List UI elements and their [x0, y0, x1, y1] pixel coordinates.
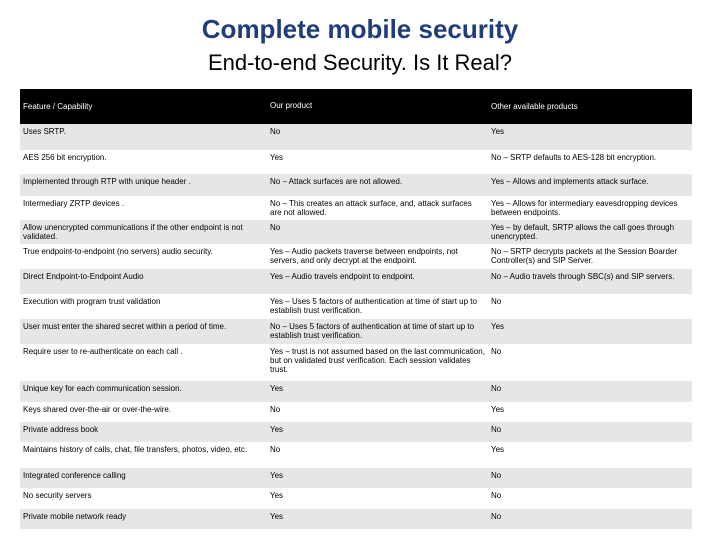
- table-row: [20, 468, 692, 488]
- other-products-cell: Yes: [491, 405, 505, 414]
- header-our-product: Our product: [270, 101, 313, 110]
- table-row: [20, 509, 692, 529]
- our-product-cell: Yes: [270, 471, 284, 480]
- table-row: [20, 150, 692, 174]
- our-product-cell: No: [270, 127, 281, 136]
- table-row: [20, 196, 692, 220]
- feature-cell: Direct Endpoint-to-Endpoint Audio: [23, 272, 144, 281]
- our-product-cell: Yes: [270, 384, 284, 393]
- feature-cell: Require user to re-authenticate on each call .: [23, 347, 183, 356]
- feature-cell: Integrated conference calling: [23, 471, 126, 480]
- table-row: [20, 174, 692, 196]
- our-product-cell: No – This creates an attack surface, and, attack surfaces are not allowed.: [270, 199, 472, 217]
- our-product-cell: No – Attack surfaces are not allowed.: [270, 177, 403, 186]
- other-products-cell: Yes – Allows and implements attack surface.: [491, 177, 649, 186]
- other-products-cell: Yes: [491, 445, 505, 454]
- feature-cell: Uses SRTP.: [23, 127, 66, 136]
- feature-cell: True endpoint-to-endpoint (no servers) audio security.: [23, 247, 213, 256]
- header-other-products: Other available products: [491, 102, 578, 111]
- slide-title: Complete mobile security: [201, 14, 519, 44]
- table-row: [20, 381, 692, 402]
- feature-cell: Private mobile network ready: [23, 512, 127, 521]
- table-row: [20, 488, 692, 509]
- other-products-cell: No: [491, 471, 502, 480]
- table-row: [20, 220, 692, 244]
- other-products-cell: Yes – Allows for intermediary eavesdropping devices between endpoints.: [491, 199, 678, 217]
- slide-subtitle: End-to-end Security. Is It Real?: [207, 50, 513, 75]
- our-product-cell: No – Uses 5 factors of authentication at time of start up to establish trust verification.: [270, 322, 475, 340]
- table-row: [20, 422, 692, 442]
- other-products-cell: No – SRTP defaults to AES-128 bit encryption.: [491, 153, 657, 162]
- other-products-cell: Yes: [491, 127, 505, 136]
- our-product-cell: Yes – Uses 5 factors of authentication at time of start up to establish trust verification.: [270, 297, 477, 315]
- table-row: [20, 294, 692, 319]
- feature-cell: AES 256 bit encryption.: [23, 153, 107, 162]
- other-products-cell: No: [491, 491, 502, 500]
- feature-cell: Intermediary ZRTP devices .: [23, 199, 125, 208]
- other-products-cell: No: [491, 425, 502, 434]
- other-products-cell: No: [491, 512, 502, 521]
- feature-cell: Keys shared over-the-air or over-the-wire.: [23, 405, 172, 414]
- our-product-cell: Yes – Audio travels endpoint to endpoint.: [270, 272, 415, 281]
- feature-cell: Execution with program trust validation: [23, 297, 161, 306]
- table-row: [20, 402, 692, 422]
- feature-cell: User must enter the shared secret within a period of time.: [23, 322, 227, 331]
- our-product-cell: Yes: [270, 491, 284, 500]
- table-row: [20, 244, 692, 269]
- other-products-cell: No: [491, 297, 502, 306]
- table-row: [20, 442, 692, 468]
- other-products-cell: Yes: [491, 322, 505, 331]
- our-product-cell: Yes – Audio packets traverse between endpoints, not servers, and only decrypt at the endpoint.: [270, 247, 458, 265]
- our-product-cell: Yes: [270, 425, 284, 434]
- our-product-cell: No: [270, 405, 281, 414]
- table-row: [20, 269, 692, 294]
- table-row: [20, 124, 692, 150]
- other-products-cell: No: [491, 384, 502, 393]
- our-product-cell: No: [270, 223, 281, 232]
- our-product-cell: Yes – trust is not assumed based on the last communication, but on validated trust verification. Each session validates trust.: [270, 347, 485, 374]
- our-product-cell: No: [270, 445, 281, 454]
- our-product-cell: Yes: [270, 512, 284, 521]
- other-products-cell: Yes – by default, SRTP allows the call goes through unencrypted.: [491, 223, 675, 241]
- table-row: [20, 344, 692, 381]
- feature-cell: No security servers: [23, 491, 92, 500]
- our-product-cell: Yes: [270, 153, 284, 162]
- other-products-cell: No: [491, 347, 502, 356]
- other-products-cell: No – Audio travels through SBC(s) and SIP servers.: [491, 272, 675, 281]
- header-feature: Feature / Capability: [23, 102, 93, 111]
- comparison-table: [20, 89, 692, 529]
- other-products-cell: No – SRTP decrypts packets at the Session Boarder Controller(s) and SIP Server.: [491, 247, 678, 265]
- table-header-row: [20, 89, 692, 124]
- table-row: [20, 319, 692, 344]
- feature-cell: Allow unencrypted communications if the other endpoint is not validated.: [23, 223, 243, 241]
- feature-cell: Unique key for each communication session.: [23, 384, 182, 393]
- feature-cell: Implemented through RTP with unique header .: [23, 177, 191, 186]
- feature-cell: Maintains history of calls, chat, file transfers, photos, video, etc.: [23, 445, 248, 454]
- feature-cell: Private address book: [23, 425, 99, 434]
